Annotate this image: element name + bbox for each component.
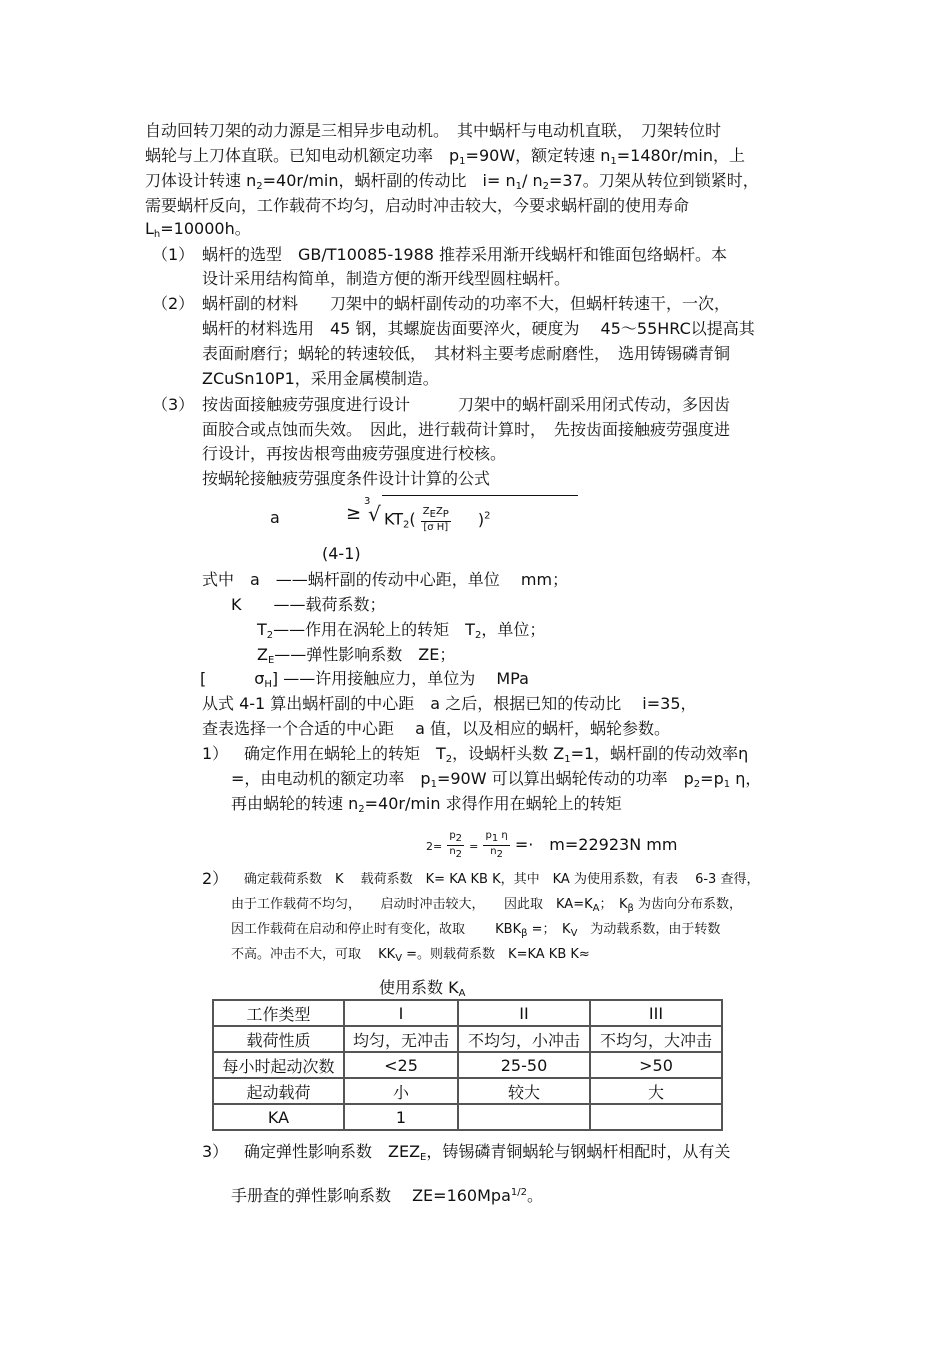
table-row [213, 1052, 722, 1078]
step-2-line-3: 因工作载荷在启动和停止时有变化，故取 $KBK_\beta$ =； $K_V$ 为动载系数，由于转数 [231, 922, 721, 939]
formula-equation-number: (4-1) [322, 544, 361, 563]
table-cell: 工作类型 [213, 1000, 344, 1026]
table-cell: 均匀，无冲击 [344, 1026, 458, 1052]
table-cell: <25 [344, 1052, 458, 1078]
formula-radical-bar [382, 495, 578, 496]
def-k: K ——载荷系数； [231, 595, 386, 614]
section-2-number: （2） [152, 294, 195, 313]
table-cell: 载荷性质 [213, 1026, 344, 1052]
table-cell: 较大 [458, 1078, 590, 1104]
table-row [213, 1078, 722, 1104]
section-3-number: （3） [152, 395, 195, 414]
table-cell: 25-50 [458, 1052, 590, 1078]
table-cell [458, 1104, 590, 1130]
def-t2: $T_2——$作用在涡轮上的转矩 $T_2$，单位； [257, 620, 546, 641]
intro-line-5: $L_h=10000h$。 [145, 219, 251, 240]
step-2-line-2: 由于工作载荷不均匀， 启动时冲击较大， 因此取 $KA=K_A$； $K_\beta$ 为齿向分布系数， [231, 897, 743, 914]
intro-line-1: 自动回转刀架的动力源是三相异步电动机。 其中蜗杆与电动机直联， 刀架转位时 [145, 121, 722, 140]
table-cell: 1 [344, 1104, 458, 1130]
formula-a: a [270, 508, 280, 527]
formula-root-index: 3 [364, 496, 371, 507]
section-2-line-3: 表面耐磨行；蜗轮的转速较低， 其材料主要考虑耐磨性， 选用铸锡磷青铜 [202, 344, 731, 363]
formula-fraction: $\frac{Z_EZ_P}{\text{[σ H]}}$ [422, 506, 449, 533]
intro-line-3: 刀体设计转速 $n_2=40r/\min$，蜗杆副的传动比 $i= n_1/$ $n_2=37$。刀架从转位到锁紧时， [145, 171, 759, 192]
torque-fraction-1: $\frac{p_2}{n_2}$ [449, 830, 463, 860]
formula-radical: √ [368, 502, 381, 526]
step-2-line-4: 不高。冲击不大，可取 $KK_V$ =。则载荷系数 K=KA KB K≈ [231, 947, 590, 964]
table-row [213, 1104, 722, 1130]
section-2-line-2: 蜗杆的材料选用 45 钢，其螺旋齿面要淬火，硬度为 45～55HRC以提高其 [202, 319, 755, 338]
def-sigma-h: [ $\sigma_H$] ——许用接触应力，单位为 MPa [200, 669, 529, 690]
table-cell [590, 1104, 722, 1130]
table-cell: KA [213, 1104, 344, 1130]
section-3-line-1: 按齿面接触疲劳强度进行设计 刀架中的蜗杆副采用闭式传动，多因齿 [202, 395, 731, 414]
section-3-line-2: 面胶合或点蚀而失效。 因此，进行载荷计算时， 先按齿面接触疲劳强度进 [202, 420, 731, 439]
def-a: 式中 a ——蜗杆副的传动中心距，单位 mm； [202, 570, 569, 589]
section-1-line-2: 设计采用结构简单，制造方便的渐开线型圆柱蜗杆。 [202, 269, 571, 288]
table-row [213, 1000, 722, 1026]
table-cell: >50 [590, 1052, 722, 1078]
table-row [213, 1026, 722, 1052]
step-1-line-2: =，由电动机的额定功率 $p_1=90W$ 可以算出蜗轮传动的功率 $p_2=p_1$ η， [231, 769, 762, 790]
table-cell: 小 [344, 1078, 458, 1104]
step-1-line-3: 再由蜗轮的转速 $n_2=40r/\min$ 求得作用在蜗轮上的转矩 [231, 794, 622, 815]
step-3-line-2: 手册查的弹性影响系数 ZE=160Mpa$^{1/2}$。 [231, 1186, 543, 1205]
section-1-line-1: 蜗杆的选型 GB/T10085-1988 推荐采用渐开线蜗杆和锥面包络蜗杆。本 [202, 245, 728, 264]
intro-line-4: 需要蜗杆反向，工作载荷不均匀，启动时冲击较大，今要求蜗杆副的使用寿命 [145, 196, 690, 215]
section-3-line-4: 按蜗轮接触疲劳强度条件设计计算的公式 [202, 469, 491, 488]
ka-table [212, 999, 723, 1131]
step-3-number: 3） [202, 1142, 229, 1161]
step-1-number: 1） [202, 744, 229, 763]
step-1-line-1: 确定作用在蜗轮上的转矩 $T_2$，设蜗杆头数 $Z_1=1$，蜗杆副的传动效率η [244, 744, 749, 765]
section-2-line-4: ZCuSn10P1，采用金属模制造。 [202, 369, 439, 388]
section-3-line-3: 行设计，再按齿根弯曲疲劳强度进行校核。 [202, 444, 507, 463]
after-line-1: 从式 4-1 算出蜗杆副的中心距 a 之后，根据已知的传动比 i=35， [202, 694, 697, 713]
step-2-line-1: 确定载荷系数 K 载荷系数 K= KA KB K，其中 KA 为使用系数，有表 6-3 查得， [244, 872, 760, 887]
torque-fraction-2: $\frac{p_1 \eta}{n_2}$ [485, 830, 508, 860]
section-2-line-1: 蜗杆副的材料 刀架中的蜗杆副传动的功率不大，但蜗杆转速干，一次， [202, 294, 731, 313]
table-cell: I [344, 1000, 458, 1026]
step-2-number: 2） [202, 869, 229, 888]
table-cell: 每小时起动次数 [213, 1052, 344, 1078]
step-3-line-1: 确定弹性影响系数 $ZEZ_E$，铸锡磷青铜蜗轮与钢蜗杆相配时，从有关 [244, 1142, 731, 1163]
table-caption: 使用系数 $K_A$ [379, 978, 466, 999]
intro-line-2: 蜗轮与上刀体直联。已知电动机额定功率 $p_1=90W$，额定转速 $n_1=1480r/\min$，上 [145, 146, 746, 167]
table-cell: 不均匀，小冲击 [458, 1026, 590, 1052]
formula-body: $KT_2$( $\frac{Z_EZ_P}{\text{[σ H]}}$ )$^2$ [384, 506, 491, 533]
table-cell: III [590, 1000, 722, 1026]
section-1-number: （1） [152, 245, 195, 264]
table-cell: 不均匀，大冲击 [590, 1026, 722, 1052]
torque-formula: 2= $\frac{p_2}{n_2}$ = $\frac{p_1 \eta}{n_2}$ =· m=22923N mm [426, 830, 678, 860]
after-line-2: 查表选择一个合适的中心距 a 值，以及相应的蜗杆，蜗轮参数。 [202, 719, 670, 738]
def-ze: $Z_E——$弹性影响系数 ZE； [257, 645, 456, 666]
table-cell: 大 [590, 1078, 722, 1104]
table-cell: 起动载荷 [213, 1078, 344, 1104]
formula-geq: ≥ [346, 503, 362, 524]
table-cell: II [458, 1000, 590, 1026]
